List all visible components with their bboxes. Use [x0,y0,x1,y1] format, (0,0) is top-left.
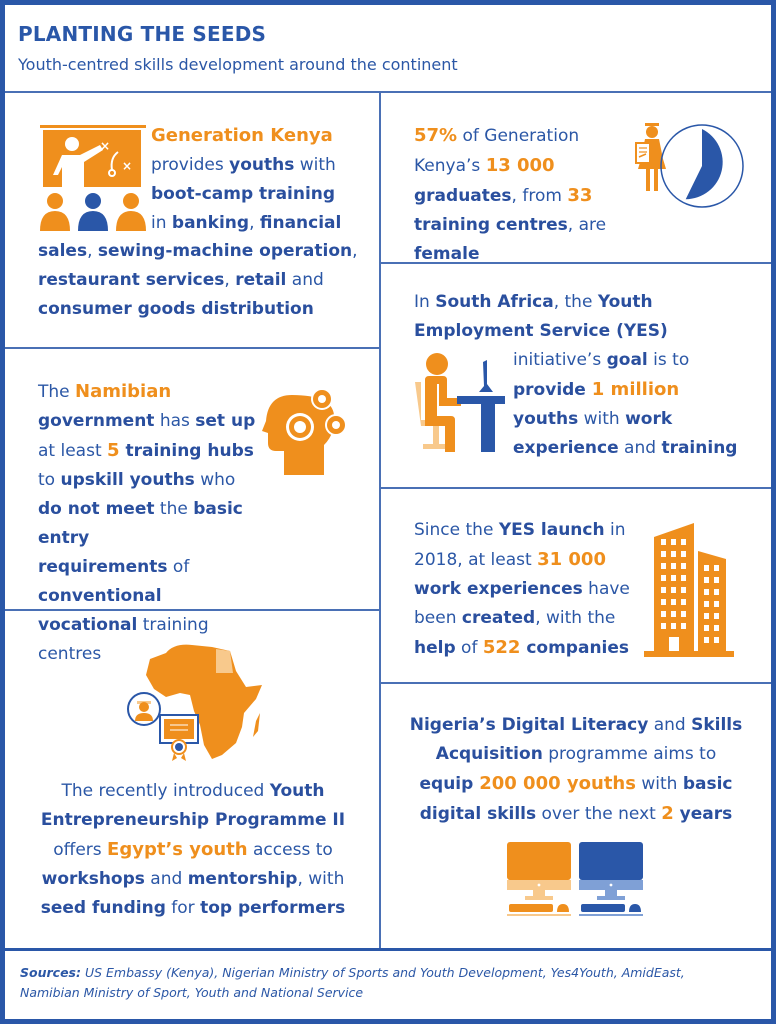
two-desktop-computers-icon [507,842,643,918]
nigeria-text [381,711,771,829]
text-line: workshops and mentorship, with [41,869,345,889]
page-title: PLANTING THE SEEDS [18,22,267,46]
south-africa-text [414,288,764,346]
text-line: provide 1 million [513,379,680,400]
text-line: Kenya’s 13 000 [414,155,555,176]
text-line: graduates, from 33 [414,185,593,206]
text-line: equip 200 000 youths with basic [419,773,733,794]
text-line: been created, with the [414,608,616,628]
teacher-classroom-icon [38,125,148,233]
panel-generation-kenya [5,93,379,347]
svg-text:×: × [100,139,111,153]
pie-57-percent [657,121,747,211]
sources-line-1: Sources: US Embassy (Kenya), Nigerian Ministry of Sports and Youth Development, Yes4Youth, AmidEast, [20,965,685,980]
text-line: The Namibian [38,381,172,402]
text-line: at least 5 training hubs [38,440,254,461]
sources-footer [20,963,760,1003]
text-line: In South Africa, the Youth [414,292,653,312]
sources-line-2: Namibian Ministry of Sport, Youth and National Service [20,985,364,1000]
panel-yes-launch [381,489,771,682]
svg-text:×: × [122,159,133,173]
text-line: do not meet the basic entry [38,499,243,548]
panel-nigeria [381,684,771,948]
text-line: youths with work [513,409,673,429]
africa-map-certificate-icon [126,643,266,767]
panel-south-africa-yes [381,264,771,487]
yes-launch-text [414,516,654,663]
text-line: boot-camp training [151,184,336,204]
text-line: requirements of conventional [38,557,190,606]
sources-label: Sources: [20,965,81,980]
kenya-text [151,121,366,238]
text-line: initiative’s goal is to [513,350,690,370]
text-line: restaurant services, retail and [38,270,324,290]
text-line: in banking, financial [151,213,342,233]
divider-footer [5,948,771,951]
office-buildings-icon [644,523,734,657]
text-line: digital skills over the next 2 years [419,803,733,824]
panel-egypt [5,611,379,948]
text-line: 2018, at least 31 000 [414,549,606,570]
south-africa-text-continued [513,346,763,463]
text-line: help of 522 companies [414,637,630,658]
text-line: experience and training [513,438,738,458]
head-gears-icon [262,385,348,475]
panel-kenya-female-graduates [381,93,771,262]
text-line: consumer goods distribution [38,299,314,319]
text-line: government has set up [38,411,256,431]
text-line: Entrepreneurship Programme II [40,810,346,830]
text-line: Employment Service (YES) [414,321,668,341]
text-line: training centres, are female [414,215,607,264]
text-line: seed funding for top performers [40,898,346,918]
text-line: work experiences have [414,579,630,599]
text-line: provides youths with [151,155,336,175]
text-line: offers Egypt’s youth access to [53,839,333,860]
text-line: Nigeria’s Digital Literacy and Skills [409,715,743,735]
text-line: to upskill youths who [38,470,236,490]
page-subtitle: Youth-centred skills development around the continent [18,55,458,74]
text-line: Acquisition programme aims to [435,744,717,764]
header [5,5,771,91]
text-line: sales, sewing-machine operation, [38,241,358,261]
text-line: vocational training centres [38,615,209,664]
text-line: The recently introduced Youth [61,781,325,801]
egypt-text [13,777,373,923]
person-at-computer-desk-icon [413,352,505,454]
text-line: Generation Kenya [151,125,333,146]
text-line: 57% of Generation [414,125,580,146]
kenya-text-continued [38,237,378,324]
text-line: Since the YES launch in [414,520,626,540]
panel-namibia [5,349,379,664]
female-graduates-text [414,121,654,269]
